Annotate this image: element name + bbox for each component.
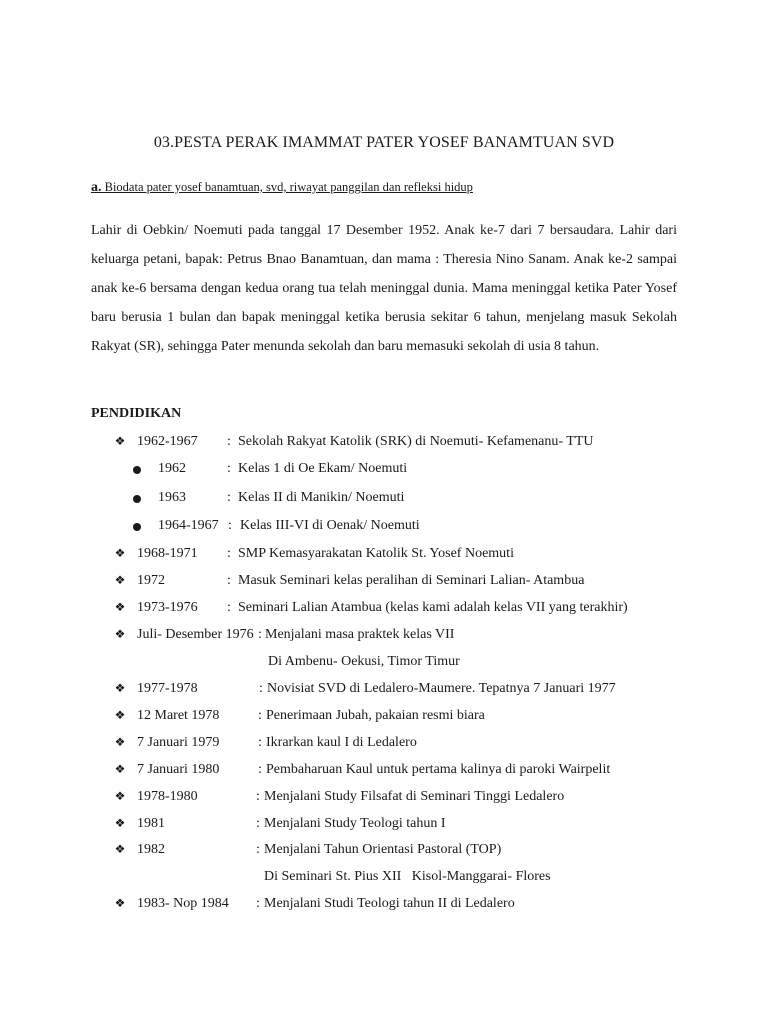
- entry-separator: :: [258, 708, 262, 723]
- entry-year: 1972: [137, 573, 165, 588]
- entry-separator: :: [259, 681, 263, 696]
- diamond-bullet-icon: ❖: [114, 627, 126, 641]
- entry-description: Kelas III-VI di Oenak/ Noemuti: [240, 518, 420, 533]
- entry-year: 1964-1967: [158, 518, 219, 533]
- diamond-bullet-icon: ❖: [114, 789, 126, 803]
- entry-separator: :: [258, 762, 262, 777]
- diamond-bullet-icon: ❖: [114, 735, 126, 749]
- entry-separator: :: [256, 816, 260, 831]
- subheading-letter: a.: [91, 180, 102, 195]
- entry-description: Kelas 1 di Oe Ekam/ Noemuti: [238, 461, 408, 476]
- entry-year: 1973-1976: [137, 600, 198, 615]
- entry-separator: :: [227, 573, 231, 588]
- entry-year: 1981: [137, 816, 165, 831]
- entry-description: Sekolah Rakyat Katolik (SRK) di Noemuti- Kefamenanu- TTU: [238, 434, 594, 449]
- entry-year: 1962-1967: [137, 434, 198, 449]
- entry-year: 12 Maret 1978: [137, 708, 220, 723]
- diamond-bullet-icon: ❖: [114, 434, 126, 448]
- round-bullet-icon: [133, 495, 141, 503]
- entry-description: Menjalani Studi Teologi tahun II di Ledalero: [264, 896, 515, 911]
- entry-description: Ikrarkan kaul I di Ledalero: [266, 735, 417, 750]
- entry-description: Pembaharuan Kaul untuk pertama kalinya di paroki Wairpelit: [266, 762, 611, 777]
- round-bullet-icon: [133, 466, 141, 474]
- entry-year: 7 Januari 1980: [137, 762, 220, 777]
- entry-separator: :: [258, 735, 262, 750]
- diamond-bullet-icon: ❖: [114, 573, 126, 587]
- entry-year: 1983- Nop 1984: [137, 896, 229, 911]
- entry-year: 1963: [158, 490, 186, 505]
- entry-year: 1968-1971: [137, 546, 198, 561]
- diamond-bullet-icon: ❖: [114, 708, 126, 722]
- diamond-bullet-icon: ❖: [114, 842, 126, 856]
- entry-description: Menjalani Study Filsafat di Seminari Tinggi Ledalero: [264, 789, 565, 804]
- entry-year: 1982: [137, 842, 165, 857]
- entry-year: 1962: [158, 461, 186, 476]
- diamond-bullet-icon: ❖: [114, 896, 126, 910]
- entry-separator: :: [227, 461, 231, 476]
- entry-year: 1977-1978: [137, 681, 198, 696]
- entry-year: Juli- Desember 1976: [137, 627, 254, 642]
- entry-description: Menjalani Tahun Orientasi Pastoral (TOP): [264, 842, 502, 857]
- entry-description: Penerimaan Jubah, pakaian resmi biara: [266, 708, 485, 723]
- diamond-bullet-icon: ❖: [114, 600, 126, 614]
- subheading-text: Biodata pater yosef banamtuan, svd, riwayat panggilan dan refleksi hidup: [101, 180, 473, 194]
- entry-year: 1978-1980: [137, 789, 198, 804]
- diamond-bullet-icon: ❖: [114, 816, 126, 830]
- entry-description: Menjalani Study Teologi tahun I: [264, 816, 446, 831]
- entry-description: Kelas II di Manikin/ Noemuti: [238, 490, 405, 505]
- entry-separator: :: [227, 490, 231, 505]
- entry-description: SMP Kemasyarakatan Katolik St. Yosef Noemuti: [238, 546, 514, 561]
- section-title-pendidikan: PENDIDIKAN: [91, 406, 182, 421]
- entry-separator: :: [227, 600, 231, 615]
- entry-separator: :: [256, 789, 260, 804]
- entry-description: Menjalani masa praktek kelas VII: [265, 627, 455, 642]
- entry-description: Di Ambenu- Oekusi, Timor Timur: [268, 654, 460, 669]
- entry-separator: :: [227, 434, 231, 449]
- round-bullet-icon: [133, 523, 141, 531]
- entry-description: Seminari Lalian Atambua (kelas kami adalah kelas VII yang terakhir): [238, 600, 628, 615]
- entry-description: Novisiat SVD di Ledalero-Maumere. Tepatnya 7 Januari 1977: [267, 681, 616, 696]
- subheading: [91, 180, 473, 196]
- entry-year: 7 Januari 1979: [137, 735, 220, 750]
- diamond-bullet-icon: ❖: [114, 546, 126, 560]
- entry-description: Di Seminari St. Pius XII Kisol-Manggarai- Flores: [264, 869, 551, 884]
- biography-paragraph: Lahir di Oebkin/ Noemuti pada tanggal 17 Desember 1952. Anak ke-7 dari 7 bersaudara. Lahir dari keluarga petani, bapak: Petrus Bnao Banamtuan, dan mama : Theresia Nino Sanam. Anak ke-2 sampai anak ke-6 bersama dengan kedua orang tua telah meninggal dunia. Mama meninggal ketika Pater Yosef baru berusia 1 bulan dan bapak meninggal ketika berusia sekitar 6 tahun, menjelang masuk Sekolah Rakyat (SR), sehingga Pater menunda sekolah dan baru memasuki sekolah di usia 8 tahun.: [91, 223, 677, 354]
- entry-separator: :: [258, 627, 262, 642]
- entry-separator: :: [228, 518, 232, 533]
- entry-separator: :: [256, 896, 260, 911]
- document-title: 03.PESTA PERAK IMAMMAT PATER YOSEF BANAMTUAN SVD: [153, 134, 615, 151]
- diamond-bullet-icon: ❖: [114, 762, 126, 776]
- entry-separator: :: [227, 546, 231, 561]
- entry-separator: :: [256, 842, 260, 857]
- entry-description: Masuk Seminari kelas peralihan di Seminari Lalian- Atambua: [238, 573, 585, 588]
- diamond-bullet-icon: ❖: [114, 681, 126, 695]
